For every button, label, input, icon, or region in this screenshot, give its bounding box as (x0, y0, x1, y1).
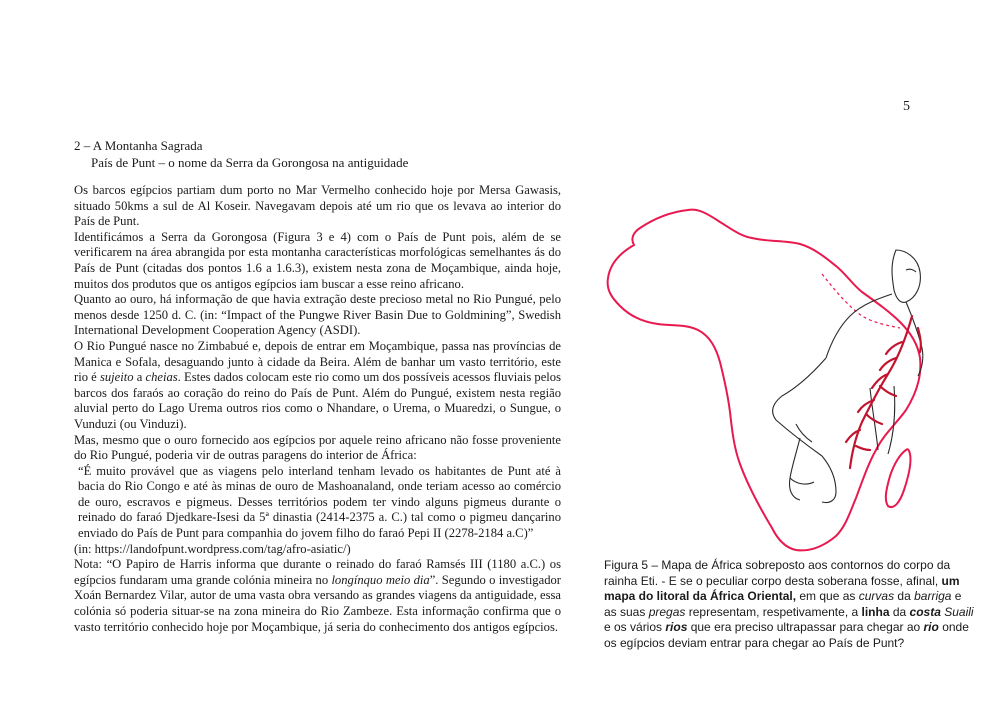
paragraph-3: Quanto ao ouro, há informação de que havia extração deste precioso metal no Rio Pungué, pelo menos desde 1250 d. C. (in: “Impact of the Pungwe River Basin Due to Goldmining”, Swedish International Development Cooperation Agency (ASDI). (74, 292, 561, 338)
quote-source: (in: https://landofpunt.wordpress.com/tag/afro-asiatic/) (74, 541, 351, 556)
figure-caption (604, 558, 976, 651)
paragraph-1: Os barcos egípcios partiam dum porto no Mar Vermelho conhecido hoje por Mersa Gawasis, situado 50kms a sul de Al Koseir. Navegavam depois até um rio que os levava ao interior do País de Punt. (74, 183, 561, 229)
river-network (846, 316, 921, 468)
dashed-guide-line (822, 274, 900, 328)
quote-paragraph: “É muito provável que as viagens pelo interland tenham levado os habitantes de Punt até à bacia do Rio Congo e até às minas de ouro de Mashoanaland, onde teriam acesso ao comércio de ouro, escravos e pigmeus. Desses territórios podem ter vindo alguns pigmeus durante o reinado do faraó Djedkare-Isesi da 5ª dinastia (2414-2375 a. C.) tal como o pigmeu dançarino enviado do País de Punt para companhia do jovem filho do faraó Pepi II (2278-2184 a.C)” (78, 463, 561, 541)
body-text (74, 183, 561, 635)
queen-eti-figure (773, 250, 923, 503)
africa-outline (608, 210, 921, 551)
note-paragraph: Nota: “O Papiro de Harris informa que durante o reinado do faraó Ramsés III (1180 a.C.) os egípcios fundaram uma grande colónia mineira no longínquo meio dia”. Segundo o investigador Xoán Bernardez Vilar, autor de uma vasta obra versando as grandes viagens da antiguidade, essa colónia só poderia situar-se na zona mineira do Rio Zambeze. Esta informação confirma que o vasto território conhecido hoje por Moçambique, já seria do conhecimento dos antigos egípcios. (74, 557, 561, 634)
paragraph-5: Mas, mesmo que o ouro fornecido aos egípcios por aquele reino africano não fosse proveniente do Rio Pungué, poderia vir de outras paragens do interior de África: (74, 432, 561, 463)
caption-text: Figura 5 – Mapa de África sobreposto aos contornos do corpo da rainha Eti. - E se o peculiar corpo desta soberana fosse, afinal, um mapa do litoral da África Oriental, em que as curvas da barriga e as suas pregas representam, respetivamente, a linha da costa Suaili e os vários rios que era preciso ultrapassar para chegar ao rio onde os egípcios deviam entrar para chegar ao País de Punt? (604, 558, 974, 650)
page-number: 5 (903, 99, 910, 114)
section-heading (74, 137, 408, 171)
section-subtitle: País de Punt – o nome da Serra da Gorongosa na antiguidade (91, 155, 409, 170)
paragraph-2: Identificámos a Serra da Gorongosa (Figura 3 e 4) com o País de Punt pois, além de se verificarem na área abrangida por esta montanha características morfológicas semelhantes ás do País de Punt (citadas dos pontos 1.6 a 1.6.3), existem nesta zona de Moçambique, ainda hoje, muitos dos produtos que os antigos egípcios iam buscar a esse reino africano. (74, 229, 561, 291)
africa-map-figure (600, 198, 940, 558)
africa-queen-overlay (600, 198, 940, 558)
paragraph-4: O Rio Pungué nasce no Zimbabué e, depois de entrar em Moçambique, passa nas províncias de Manica e Sofala, desaguando junto à cidade da Beira. Além de banhar um vasto território, este rio é sujeito a cheias. Estes dados colocam este rio como um dos possíveis acessos fluviais pelos barcos dos faraós ao coração do reino do País de Punt. Além do Pungué, existem nesta região aluvial perto do Lago Urema outros rios como o Nhandare, o Urema, o Muaredzi, o Sungue, o Vunduzi (ou Vinduzi). (74, 338, 561, 431)
section-title: 2 – A Montanha Sagrada (74, 138, 203, 153)
madagascar-outline (886, 449, 911, 507)
